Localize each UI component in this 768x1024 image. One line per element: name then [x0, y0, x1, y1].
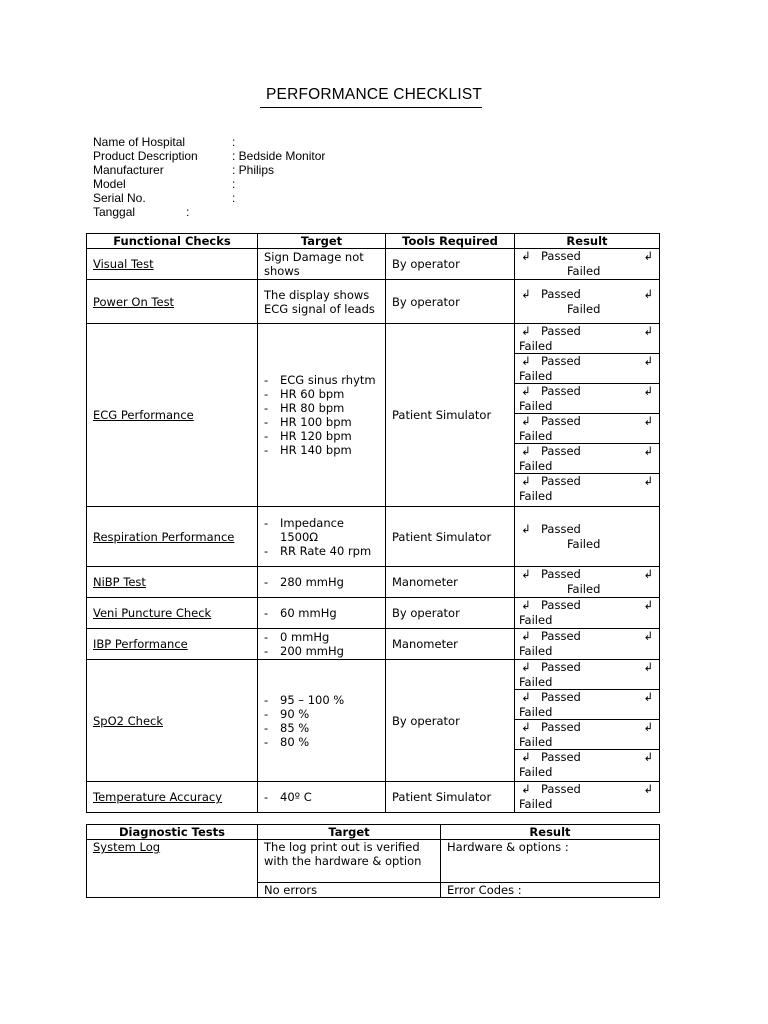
check-name-text: Respiration Performance — [93, 529, 235, 544]
failed-label: Failed — [519, 369, 553, 383]
target-item: - 90 % — [264, 707, 379, 721]
table-row — [87, 660, 660, 782]
info-label: Name of Hospital — [93, 135, 186, 149]
test-target: The log print out is verified with the hardware & option — [258, 840, 441, 883]
check-name — [87, 507, 258, 567]
failed-label: Failed — [519, 489, 553, 503]
info-label: Tanggal — [93, 205, 136, 219]
target-item: - 200 mmHg — [264, 644, 379, 658]
return-arrow-icon: ↲ — [521, 384, 531, 398]
return-arrow-icon: ↲ — [521, 249, 531, 263]
diagnostic-tests-table — [86, 824, 660, 898]
return-arrow-icon: ↲ — [521, 521, 531, 536]
return-arrow-icon: ↲ — [521, 414, 531, 428]
check-name: Power On Test — [87, 280, 258, 324]
failed-label: Failed — [519, 797, 553, 811]
return-arrow-icon: ↲ — [643, 384, 653, 398]
failed-label: Failed — [519, 735, 553, 749]
info-value: : Bedside Monitor — [232, 149, 326, 163]
info-label: Product Description — [93, 149, 198, 163]
target-item: - 85 % — [264, 721, 379, 735]
target-item: - HR 60 bpm — [264, 387, 379, 401]
target-item: - 80 % — [264, 735, 379, 749]
check-target: The display shows ECG signal of leads — [258, 280, 386, 324]
info-value: : Philips — [232, 163, 275, 177]
info-label: Serial No. — [93, 191, 146, 205]
table-row — [87, 598, 660, 629]
check-target — [258, 598, 386, 629]
return-arrow-icon: ↲ — [643, 414, 653, 428]
return-arrow-icon: ↲ — [521, 660, 531, 674]
return-arrow-icon: ↲ — [643, 660, 653, 674]
return-arrow-icon: ↲ — [521, 567, 531, 581]
check-tools: Manometer — [386, 567, 515, 598]
result-cell — [515, 660, 660, 782]
return-arrow-icon: ↲ — [521, 720, 531, 734]
return-arrow-icon: ↲ — [643, 249, 653, 263]
target-item: - Impedance 1500Ω — [264, 516, 379, 544]
return-arrow-icon: ↲ — [643, 629, 653, 643]
result-cell — [515, 629, 660, 660]
result-cell — [515, 598, 660, 629]
failed-label: Failed — [519, 429, 553, 443]
target-item: - 280 mmHg — [264, 575, 379, 589]
passed-label: Passed — [541, 286, 581, 301]
sub-result — [515, 324, 659, 354]
title-underline — [260, 107, 482, 108]
sub-result — [515, 750, 659, 780]
target-item: - HR 100 bpm — [264, 415, 379, 429]
return-arrow-icon: ↲ — [643, 690, 653, 704]
sub-result — [515, 444, 659, 474]
check-tools: Manometer — [386, 629, 515, 660]
result-cell — [515, 324, 660, 507]
check-name: Temperature Accuracy — [87, 782, 258, 813]
check-name: SpO2 Check — [87, 660, 258, 782]
failed-label: Failed — [519, 765, 553, 779]
return-arrow-icon: ↲ — [643, 354, 653, 368]
passed-label: Passed — [541, 474, 581, 488]
check-target — [258, 660, 386, 782]
return-arrow-icon: ↲ — [521, 598, 531, 612]
target-item: - 60 mmHg — [264, 606, 379, 620]
passed-label: Passed — [541, 660, 581, 674]
return-arrow-icon: ↲ — [521, 690, 531, 704]
table-row — [87, 782, 660, 813]
info-value: : — [186, 205, 190, 219]
failed-label: Failed — [519, 613, 553, 627]
sub-result — [515, 720, 659, 750]
return-arrow-icon: ↲ — [521, 474, 531, 488]
table-row — [87, 249, 660, 280]
return-arrow-icon: ↲ — [521, 629, 531, 643]
page-title: PERFORMANCE CHECKLIST — [266, 86, 483, 103]
target-item: - 0 mmHg — [264, 630, 379, 644]
column-header: Result — [441, 825, 660, 840]
passed-label: Passed — [541, 690, 581, 704]
return-arrow-icon: ↲ — [521, 354, 531, 368]
check-tools: By operator — [386, 598, 515, 629]
column-header: Target — [258, 825, 441, 840]
test-target: No errors — [258, 883, 441, 898]
check-target — [258, 629, 386, 660]
check-target — [258, 567, 386, 598]
return-arrow-icon: ↲ — [521, 750, 531, 764]
passed-label: Passed — [541, 384, 581, 398]
result-cell — [515, 280, 660, 324]
info-label: Manufacturer — [93, 163, 164, 177]
result-cell — [515, 507, 660, 567]
failed-label: Failed — [519, 339, 553, 353]
check-name: IBP Performance — [87, 629, 258, 660]
sub-result — [515, 354, 659, 384]
passed-label: Passed — [541, 444, 581, 458]
check-target: Sign Damage not shows — [258, 249, 386, 280]
passed-label: Passed — [541, 720, 581, 734]
check-name: Veni Puncture Check — [87, 598, 258, 629]
info-value: : — [232, 191, 236, 205]
check-tools: Patient Simulator — [386, 324, 515, 507]
sub-result — [515, 384, 659, 414]
table-header-row — [87, 234, 660, 249]
target-item: - 95 – 100 % — [264, 693, 379, 707]
target-item: - ECG sinus rhytm — [264, 373, 379, 387]
check-target — [258, 507, 386, 567]
passed-label: Passed — [541, 324, 581, 338]
return-arrow-icon: ↲ — [643, 474, 653, 488]
sub-result — [515, 414, 659, 444]
return-arrow-icon: ↲ — [643, 444, 653, 458]
column-header: Tools Required — [386, 234, 515, 249]
column-header: Target — [258, 234, 386, 249]
return-arrow-icon: ↲ — [521, 782, 531, 796]
return-arrow-icon: ↲ — [643, 782, 653, 796]
info-value: : — [232, 177, 236, 191]
passed-label: Passed — [541, 629, 581, 643]
failed-label: Failed — [567, 301, 601, 316]
failed-label: Failed — [519, 675, 553, 689]
failed-label: Failed — [519, 459, 553, 473]
table-row — [87, 629, 660, 660]
check-target — [258, 324, 386, 507]
test-result: Error Codes : — [441, 883, 660, 898]
column-header: Functional Checks — [87, 234, 258, 249]
test-result: Hardware & options : — [441, 840, 660, 883]
failed-label: Failed — [567, 264, 601, 278]
check-tools: Patient Simulator — [386, 507, 515, 567]
table-row — [87, 567, 660, 598]
passed-label: Passed — [541, 750, 581, 764]
check-tools: By operator — [386, 280, 515, 324]
target-item: - RR Rate 40 rpm — [264, 544, 379, 558]
check-tools: By operator — [386, 249, 515, 280]
check-name: NiBP Test — [87, 567, 258, 598]
info-value: : — [232, 135, 236, 149]
test-name: System Log — [87, 840, 258, 898]
sub-result — [515, 474, 659, 504]
column-header: Diagnostic Tests — [87, 825, 258, 840]
failed-label: Failed — [519, 705, 553, 719]
target-item: - HR 140 bpm — [264, 443, 379, 457]
info-label: Model — [93, 177, 126, 191]
return-arrow-icon: ↲ — [521, 444, 531, 458]
return-arrow-icon: ↲ — [643, 286, 653, 301]
passed-label: Passed — [541, 782, 581, 796]
target-item: - HR 120 bpm — [264, 429, 379, 443]
failed-label: Failed — [567, 582, 601, 596]
sub-result — [515, 690, 659, 720]
table-row — [87, 507, 660, 567]
result-cell — [515, 567, 660, 598]
check-tools: Patient Simulator — [386, 782, 515, 813]
check-name: ECG Performance — [87, 324, 258, 507]
check-name: Visual Test — [87, 249, 258, 280]
failed-label: Failed — [519, 399, 553, 413]
table-row — [87, 324, 660, 507]
return-arrow-icon: ↲ — [643, 324, 653, 338]
target-item: - HR 80 bpm — [264, 401, 379, 415]
return-arrow-icon: ↲ — [643, 598, 653, 612]
passed-label: Passed — [541, 414, 581, 428]
result-cell — [515, 249, 660, 280]
table-row — [87, 280, 660, 324]
passed-label: Passed — [541, 521, 581, 536]
table-header-row — [87, 825, 660, 840]
return-arrow-icon: ↲ — [643, 750, 653, 764]
sub-result — [515, 660, 659, 690]
functional-checks-table — [86, 233, 660, 813]
passed-label: Passed — [541, 354, 581, 368]
passed-label: Passed — [541, 249, 581, 263]
passed-label: Passed — [541, 567, 581, 581]
table-row — [87, 840, 660, 883]
return-arrow-icon: ↲ — [643, 720, 653, 734]
passed-label: Passed — [541, 598, 581, 612]
check-tools: By operator — [386, 660, 515, 782]
return-arrow-icon: ↲ — [643, 567, 653, 581]
result-cell — [515, 782, 660, 813]
return-arrow-icon: ↲ — [521, 286, 531, 301]
failed-label: Failed — [519, 644, 553, 658]
return-arrow-icon: ↲ — [521, 324, 531, 338]
target-item: - 40º C — [264, 790, 379, 804]
failed-label: Failed — [567, 536, 601, 551]
check-target — [258, 782, 386, 813]
column-header: Result — [515, 234, 660, 249]
